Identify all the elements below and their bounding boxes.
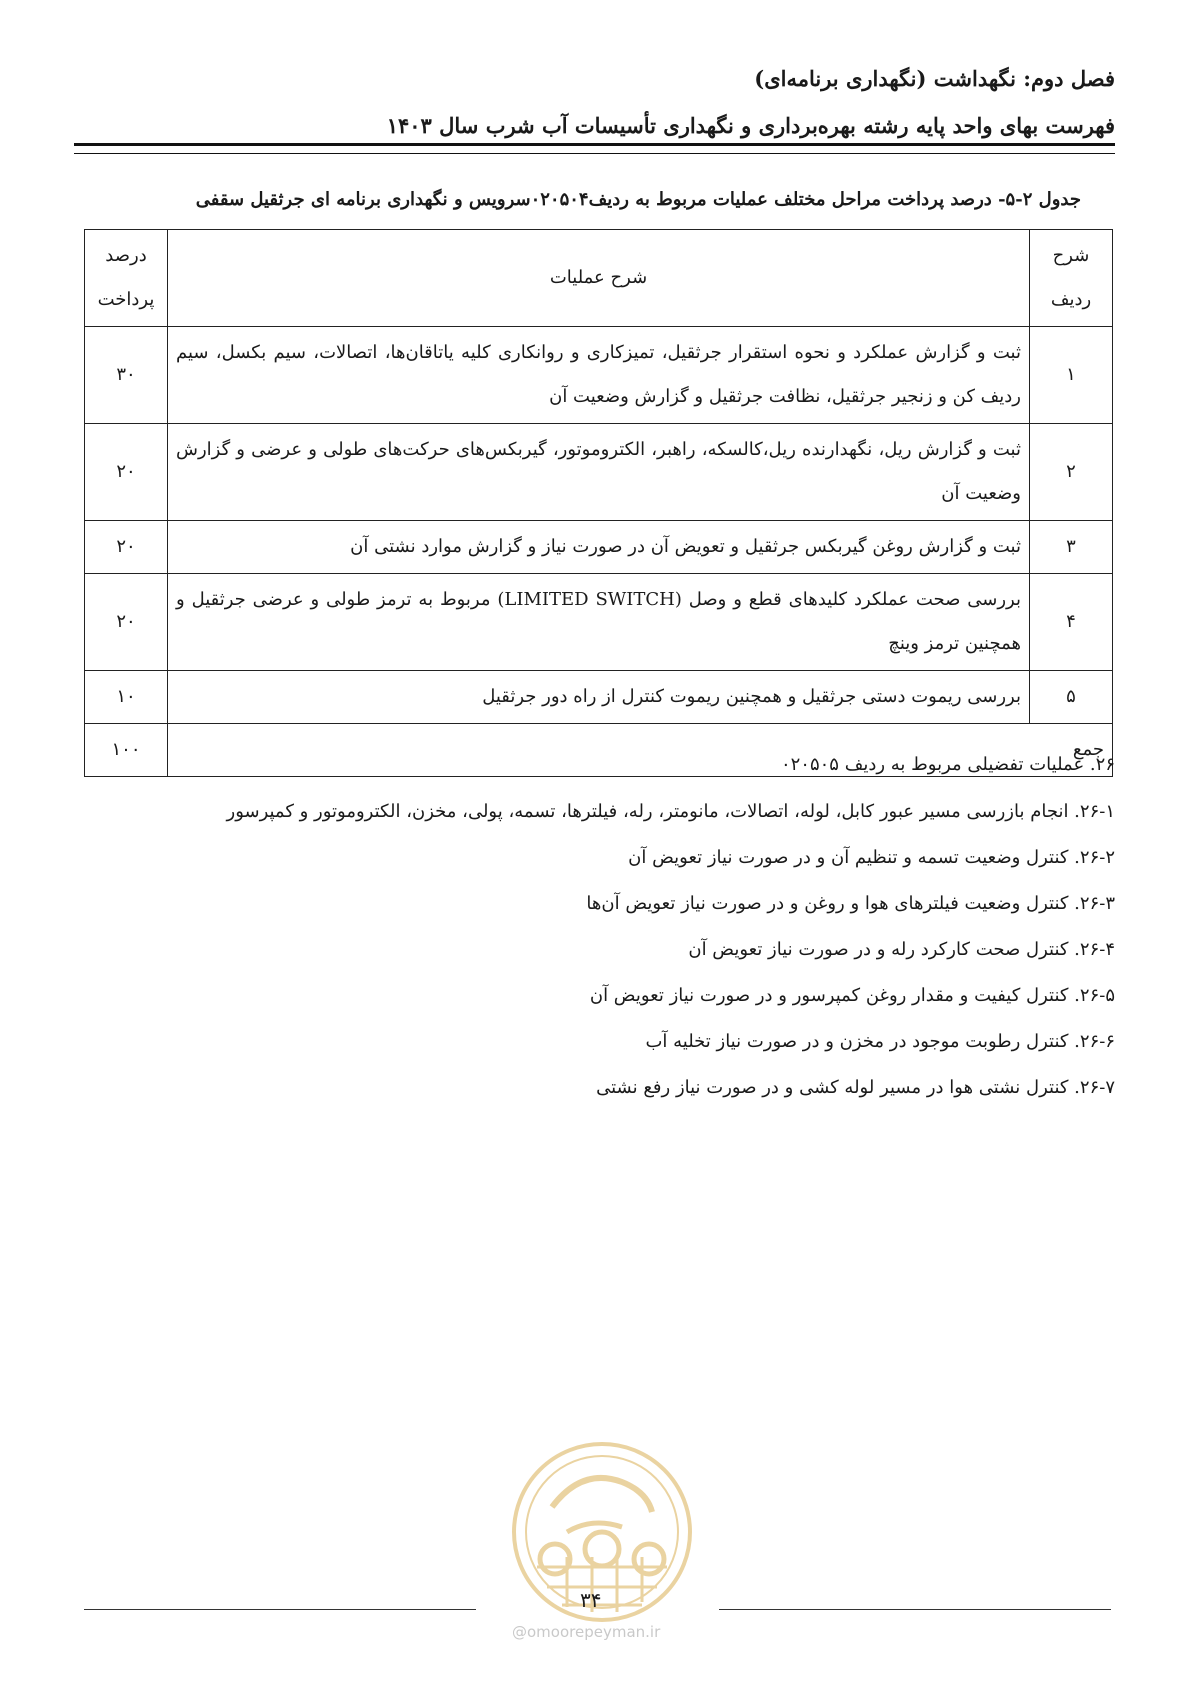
row-description: ثبت و گزارش عملکرد و نحوه استقرار جرثقیل، تمیزکاری و روانکاری کلیه یاتاقان‌ها، اتصالات، سیم بکسل، سیم ردیف کن و زنجیر جرثقیل، نظافت جرثقیل و گزارش وضعیت آن bbox=[168, 327, 1030, 424]
operations-title: ۲۶. عملیات تفضیلی مربوط به ردیف ۰۲۰۵۰۵ bbox=[780, 754, 1115, 775]
row-percent: ۲۰ bbox=[85, 574, 168, 671]
footer-rule bbox=[84, 1609, 476, 1610]
list-item: ۲۶-۷. کنترل نشتی هوا در مسیر لوله کشی و در صورت نیاز رفع نشتی bbox=[596, 1077, 1115, 1098]
row-percent: ۳۰ bbox=[85, 327, 168, 424]
operations-list bbox=[227, 800, 1116, 1122]
header-percent: درصد پرداخت bbox=[85, 230, 168, 327]
row-description: ثبت و گزارش روغن گیربکس جرثقیل و تعویض آن در صورت نیاز و گزارش موارد نشتی آن bbox=[168, 521, 1030, 574]
table-row bbox=[85, 671, 1113, 724]
list-item: ۲۶-۳. کنترل وضعیت فیلترهای هوا و روغن و در صورت نیاز تعویض آن‌ها bbox=[586, 893, 1115, 914]
total-label: جمع bbox=[168, 724, 1113, 777]
row-percent: ۲۰ bbox=[85, 521, 168, 574]
document-subtitle: فهرست بهای واحد پایه رشته بهره‌برداری و نگهداری تأسیسات آب شرب سال ۱۴۰۳ bbox=[386, 113, 1115, 138]
table-row bbox=[85, 327, 1113, 424]
footer-rule bbox=[719, 1609, 1111, 1610]
chapter-title: فصل دوم: نگهداشت (نگهداری برنامه‌ای) bbox=[754, 66, 1115, 91]
site-watermark: @omoorepeyman.ir bbox=[512, 1623, 661, 1641]
row-number: ۴ bbox=[1030, 574, 1113, 671]
row-description: بررسی صحت عملکرد کلیدهای قطع و وصل (LIMITED SWITCH) مربوط به ترمز طولی و عرضی جرثقیل و همچنین ترمز وینچ bbox=[168, 574, 1030, 671]
table-row bbox=[85, 574, 1113, 671]
row-percent: ۲۰ bbox=[85, 424, 168, 521]
list-item: ۲۶-۱. انجام بازرسی مسیر عبور کابل، لوله، اتصالات، مانومتر، رله، فیلترها، تسمه، پولی، مخزن، الکتروموتور و کمپرسور bbox=[226, 801, 1115, 822]
row-percent: ۱۰ bbox=[85, 671, 168, 724]
table-caption: جدول ۲-۵- درصد پرداخت مراحل مختلف عملیات مربوط به ردیف۰۲۰۵۰۴سرویس و نگهداری برنامه ای جرثقیل سقفی bbox=[195, 189, 1081, 210]
table-header-row bbox=[85, 230, 1113, 327]
row-description: بررسی ریموت دستی جرثقیل و همچنین ریموت کنترل از راه دور جرثقیل bbox=[168, 671, 1030, 724]
total-percent: ۱۰۰ bbox=[85, 724, 168, 777]
row-description: ثبت و گزارش ریل، نگهدارنده ریل،کالسکه، راهبر، الکتروموتور، گیربکس‌های حرکت‌های طولی و عرضی و گزارش وضعیت آن bbox=[168, 424, 1030, 521]
row-number: ۱ bbox=[1030, 327, 1113, 424]
list-item: ۲۶-۲. کنترل وضعیت تسمه و تنظیم آن و در صورت نیاز تعویض آن bbox=[628, 847, 1115, 868]
table-row bbox=[85, 424, 1113, 521]
row-number: ۵ bbox=[1030, 671, 1113, 724]
row-number: ۳ bbox=[1030, 521, 1113, 574]
page-number: ۳۴ bbox=[580, 1588, 602, 1612]
row-number: ۲ bbox=[1030, 424, 1113, 521]
table-row bbox=[85, 521, 1113, 574]
operations-table bbox=[84, 229, 1113, 777]
header-rule bbox=[74, 143, 1115, 154]
header-row-number: شرح ردیف bbox=[1030, 230, 1113, 327]
omoorepeyman-seal-icon bbox=[507, 1437, 697, 1627]
header-description: شرح عملیات bbox=[168, 230, 1030, 327]
list-item: ۲۶-۵. کنترل کیفیت و مقدار روغن کمپرسور و در صورت نیاز تعویض آن bbox=[589, 985, 1115, 1006]
list-item: ۲۶-۴. کنترل صحت کارکرد رله و در صورت نیاز تعویض آن bbox=[688, 939, 1115, 960]
list-item: ۲۶-۶. کنترل رطوبت موجود در مخزن و در صورت نیاز تخلیه آب bbox=[645, 1031, 1115, 1052]
